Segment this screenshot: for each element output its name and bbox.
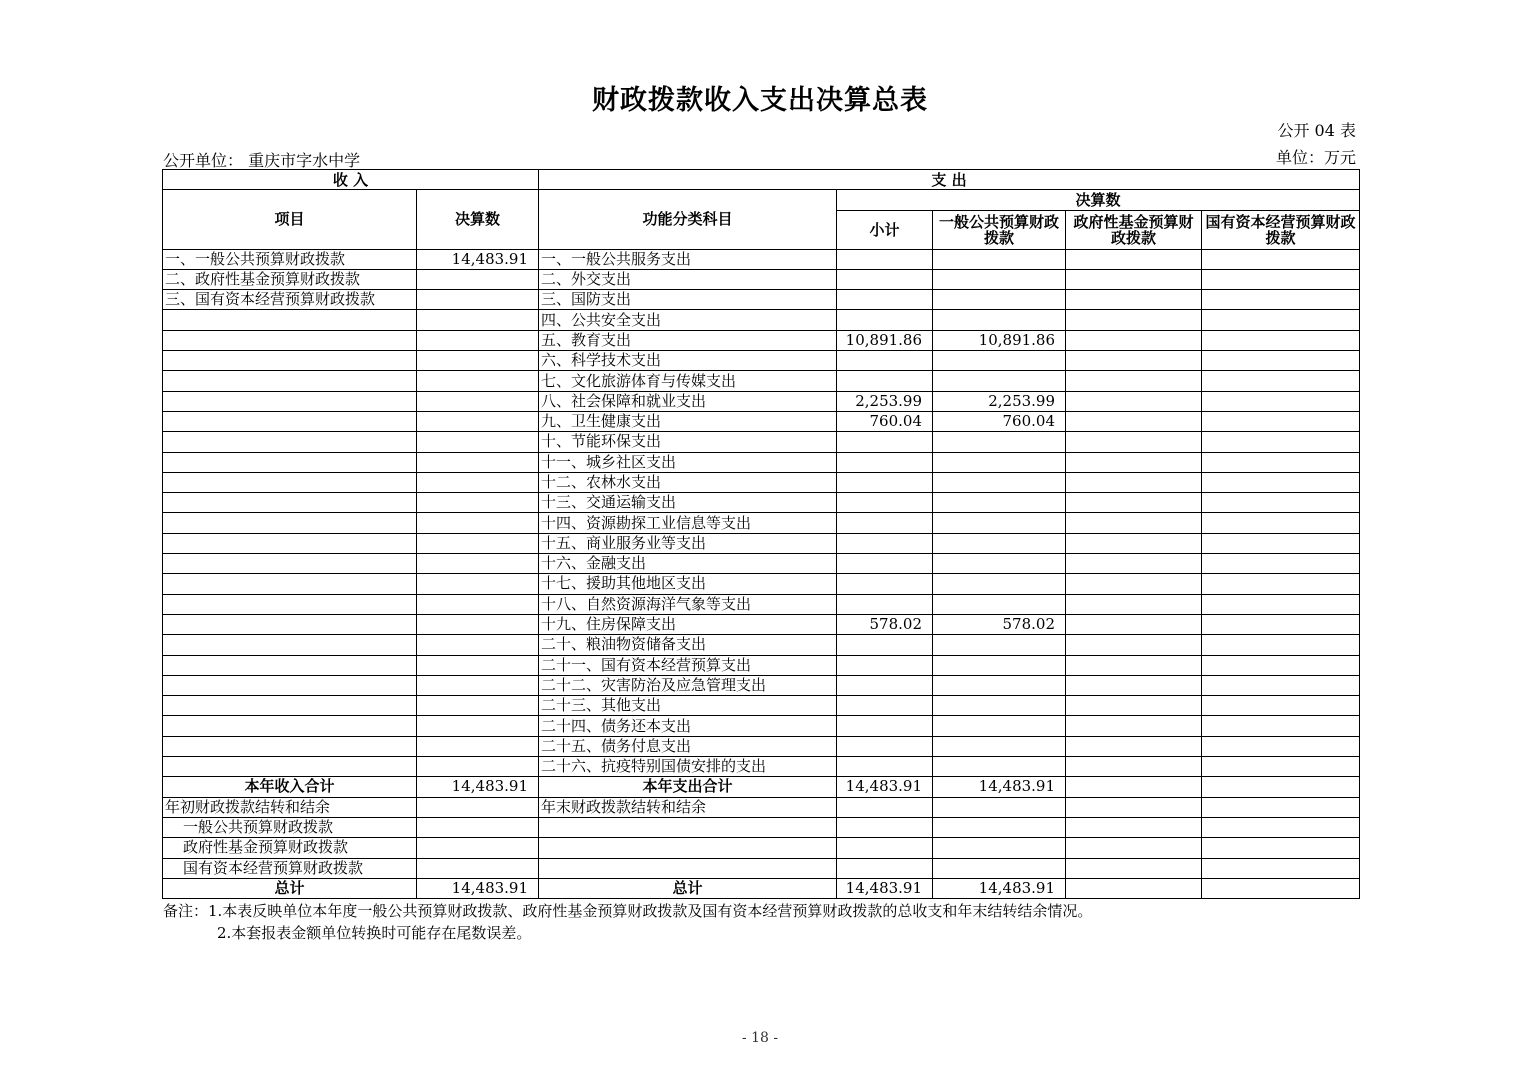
state-capital-cell (1202, 635, 1360, 655)
general-budget-cell (933, 513, 1066, 533)
table-row (163, 391, 1360, 411)
gov-fund-cell (1066, 452, 1202, 472)
item-header: 项目 (163, 190, 417, 249)
gov-fund-cell (1066, 635, 1202, 655)
income-item-cell: 三、国有资本经营预算财政拨款 (163, 290, 417, 310)
income-amount-cell (417, 310, 539, 330)
income-item-cell (163, 351, 417, 371)
subtotal-cell (837, 554, 933, 574)
income-amount-cell (417, 675, 539, 695)
carryover-income-amount (417, 858, 539, 878)
income-amount-cell (417, 655, 539, 675)
income-item-cell (163, 330, 417, 350)
income-item-cell (163, 371, 417, 391)
expense-item-cell: 十六、金融支出 (539, 554, 837, 574)
state-capital-cell (1202, 736, 1360, 756)
state-capital-cell (1202, 554, 1360, 574)
income-amount-cell (417, 493, 539, 513)
table-row (163, 351, 1360, 371)
expense-item-cell: 十八、自然资源海洋气象等支出 (539, 594, 837, 614)
table-row (163, 269, 1360, 289)
income-total-amount: 14,483.91 (417, 777, 539, 797)
gov-fund-total (1066, 777, 1202, 797)
budget-table (162, 169, 1360, 899)
subtotal-cell: 578.02 (837, 614, 933, 634)
expense-item-cell: 三、国防支出 (539, 290, 837, 310)
gov-fund-header: 政府性基金预算财政拨款 (1066, 210, 1202, 249)
state-capital-cell (1202, 614, 1360, 634)
subtotal-cell (837, 594, 933, 614)
table-row (163, 432, 1360, 452)
gov-fund-cell (1066, 574, 1202, 594)
income-amount-cell (417, 736, 539, 756)
gov-fund-cell (1066, 351, 1202, 371)
subtotal-cell (837, 635, 933, 655)
income-item-cell: 二、政府性基金预算财政拨款 (163, 269, 417, 289)
note-1: 备注：1.本表反映单位本年度一般公共预算财政拨款、政府性基金预算财政拨款及国有资本经营预算财政拨款的总收支和年末结转结余情况。 (163, 902, 1093, 920)
table-row (163, 452, 1360, 472)
expense-item-cell: 十二、农林水支出 (539, 472, 837, 492)
state-capital-total (1202, 878, 1360, 898)
subtotal-cell (837, 533, 933, 553)
expense-item-cell: 二、外交支出 (539, 269, 837, 289)
general-budget-cell (933, 696, 1066, 716)
table-row (163, 493, 1360, 513)
subtotal-cell (837, 757, 933, 777)
income-item-cell (163, 675, 417, 695)
expense-item-cell: 十一、城乡社区支出 (539, 452, 837, 472)
general-budget-cell: 578.02 (933, 614, 1066, 634)
carryover-capital (1202, 838, 1360, 858)
carryover-income-amount (417, 817, 539, 837)
expense-header: 支 出 (539, 170, 1360, 190)
table-row (163, 330, 1360, 350)
subtotal-cell (837, 736, 933, 756)
income-item-cell (163, 716, 417, 736)
subtotal-cell (837, 290, 933, 310)
subtotal-cell (837, 432, 933, 452)
general-budget-header: 一般公共预算财政拨款 (933, 210, 1066, 249)
gov-fund-cell (1066, 249, 1202, 269)
expense-item-cell: 十四、资源勘探工业信息等支出 (539, 513, 837, 533)
expense-total-label: 总计 (539, 878, 837, 898)
carryover-expense-item (539, 858, 837, 878)
income-item-cell: 一、一般公共预算财政拨款 (163, 249, 417, 269)
expense-item-cell: 九、卫生健康支出 (539, 411, 837, 431)
gov-fund-cell (1066, 391, 1202, 411)
carryover-subtotal (837, 858, 933, 878)
carryover-fund (1066, 838, 1202, 858)
subtotal-cell (837, 675, 933, 695)
income-amount-cell (417, 554, 539, 574)
general-budget-cell (933, 371, 1066, 391)
carryover-capital (1202, 817, 1360, 837)
subtotal-cell (837, 655, 933, 675)
expense-item-cell: 十三、交通运输支出 (539, 493, 837, 513)
general-budget-cell (933, 432, 1066, 452)
income-amount-cell (417, 614, 539, 634)
subtotal-cell (837, 513, 933, 533)
general-budget-cell (933, 493, 1066, 513)
gov-fund-cell (1066, 330, 1202, 350)
gov-fund-cell (1066, 493, 1202, 513)
grand-total-row (163, 878, 1360, 898)
page-number: - 18 - (741, 1030, 779, 1046)
table-row (163, 371, 1360, 391)
state-capital-total (1202, 777, 1360, 797)
gov-fund-cell (1066, 269, 1202, 289)
expense-item-cell: 五、教育支出 (539, 330, 837, 350)
state-capital-cell (1202, 655, 1360, 675)
state-capital-cell (1202, 452, 1360, 472)
general-budget-cell (933, 290, 1066, 310)
carryover-subtotal (837, 817, 933, 837)
subtotal-header: 小计 (837, 210, 933, 249)
income-item-cell (163, 594, 417, 614)
state-capital-cell (1202, 269, 1360, 289)
income-item-cell (163, 554, 417, 574)
carryover-income-item: 政府性基金预算财政拨款 (163, 838, 417, 858)
carryover-row (163, 797, 1360, 817)
general-budget-cell (933, 736, 1066, 756)
unit-label: 单位：万元 (1275, 148, 1356, 167)
subtotal-cell (837, 696, 933, 716)
state-capital-cell (1202, 574, 1360, 594)
income-amount-cell (417, 513, 539, 533)
income-amount-cell (417, 757, 539, 777)
function-item-header: 功能分类科目 (539, 190, 837, 249)
state-capital-cell (1202, 432, 1360, 452)
income-item-cell (163, 614, 417, 634)
state-capital-cell (1202, 351, 1360, 371)
state-capital-cell (1202, 371, 1360, 391)
income-item-cell (163, 310, 417, 330)
carryover-income-item: 一般公共预算财政拨款 (163, 817, 417, 837)
gov-fund-cell (1066, 411, 1202, 431)
general-budget-cell (933, 351, 1066, 371)
subtotal-cell (837, 716, 933, 736)
carryover-income-amount (417, 797, 539, 817)
general-budget-cell (933, 757, 1066, 777)
final-amount-header: 决算数 (837, 190, 1360, 210)
income-item-cell (163, 472, 417, 492)
general-budget-cell (933, 574, 1066, 594)
gov-fund-cell (1066, 371, 1202, 391)
income-amount-cell (417, 330, 539, 350)
general-budget-cell (933, 452, 1066, 472)
gov-fund-cell (1066, 310, 1202, 330)
carryover-income-item: 年初财政拨款结转和结余 (163, 797, 417, 817)
subtotal-cell (837, 310, 933, 330)
general-budget-total: 14,483.91 (933, 878, 1066, 898)
subtotal-cell: 2,253.99 (837, 391, 933, 411)
table-row (163, 655, 1360, 675)
general-budget-cell (933, 269, 1066, 289)
income-amount-cell (417, 574, 539, 594)
subtotal-cell: 10,891.86 (837, 330, 933, 350)
expense-item-cell: 二十一、国有资本经营预算支出 (539, 655, 837, 675)
subtotal-cell: 760.04 (837, 411, 933, 431)
general-budget-cell: 2,253.99 (933, 391, 1066, 411)
carryover-expense-item (539, 838, 837, 858)
amount-header: 决算数 (417, 190, 539, 249)
income-total-label: 总计 (163, 878, 417, 898)
gov-fund-cell (1066, 614, 1202, 634)
income-item-cell (163, 513, 417, 533)
income-amount-cell (417, 290, 539, 310)
general-budget-cell (933, 716, 1066, 736)
state-capital-cell (1202, 513, 1360, 533)
table-row (163, 696, 1360, 716)
income-item-cell (163, 493, 417, 513)
carryover-income-amount (417, 838, 539, 858)
table-row (163, 736, 1360, 756)
table-row (163, 554, 1360, 574)
gov-fund-cell (1066, 716, 1202, 736)
income-amount-cell (417, 452, 539, 472)
income-amount-cell (417, 594, 539, 614)
general-budget-cell: 10,891.86 (933, 330, 1066, 350)
subtotal-cell (837, 269, 933, 289)
income-item-cell (163, 696, 417, 716)
gov-fund-cell (1066, 655, 1202, 675)
income-item-cell (163, 757, 417, 777)
income-amount-cell (417, 391, 539, 411)
expense-item-cell: 十七、援助其他地区支出 (539, 574, 837, 594)
table-row (163, 757, 1360, 777)
table-row (163, 249, 1360, 269)
income-amount-cell (417, 472, 539, 492)
expense-item-cell: 十、节能环保支出 (539, 432, 837, 452)
table-code: 公开 04 表 (1277, 121, 1356, 140)
table-row (163, 675, 1360, 695)
carryover-fund (1066, 858, 1202, 878)
expense-item-cell: 十九、住房保障支出 (539, 614, 837, 634)
subtotal-cell (837, 493, 933, 513)
expense-item-cell: 二十五、债务付息支出 (539, 736, 837, 756)
table-row (163, 472, 1360, 492)
income-total-label: 本年收入合计 (163, 777, 417, 797)
carryover-general (933, 838, 1066, 858)
subtotal-total: 14,483.91 (837, 878, 933, 898)
state-capital-cell (1202, 310, 1360, 330)
carryover-subtotal (837, 838, 933, 858)
expense-item-cell: 六、科学技术支出 (539, 351, 837, 371)
carryover-expense-item (539, 817, 837, 837)
income-amount-cell (417, 351, 539, 371)
general-budget-cell (933, 675, 1066, 695)
income-amount-cell (417, 432, 539, 452)
general-budget-cell (933, 533, 1066, 553)
gov-fund-cell (1066, 675, 1202, 695)
carryover-general (933, 858, 1066, 878)
table-row (163, 290, 1360, 310)
subtotal-cell (837, 371, 933, 391)
gov-fund-cell (1066, 472, 1202, 492)
carryover-subtotal (837, 797, 933, 817)
carryover-capital (1202, 797, 1360, 817)
state-capital-cell (1202, 533, 1360, 553)
table-row (163, 594, 1360, 614)
expense-item-cell: 一、一般公共服务支出 (539, 249, 837, 269)
table-row (163, 614, 1360, 634)
state-capital-cell (1202, 391, 1360, 411)
expense-item-cell: 八、社会保障和就业支出 (539, 391, 837, 411)
expense-total-label: 本年支出合计 (539, 777, 837, 797)
gov-fund-cell (1066, 290, 1202, 310)
income-item-cell (163, 655, 417, 675)
table-row (163, 574, 1360, 594)
org-label: 公开单位： 重庆市字水中学 (163, 151, 361, 170)
carryover-general (933, 817, 1066, 837)
state-capital-cell (1202, 716, 1360, 736)
gov-fund-cell (1066, 513, 1202, 533)
general-budget-total: 14,483.91 (933, 777, 1066, 797)
state-capital-cell (1202, 594, 1360, 614)
carryover-row (163, 838, 1360, 858)
income-amount-cell (417, 411, 539, 431)
expense-item-cell: 二十四、债务还本支出 (539, 716, 837, 736)
general-budget-cell (933, 554, 1066, 574)
state-capital-cell (1202, 472, 1360, 492)
gov-fund-cell (1066, 533, 1202, 553)
expense-item-cell: 七、文化旅游体育与传媒支出 (539, 371, 837, 391)
income-amount-cell (417, 533, 539, 553)
state-capital-cell (1202, 675, 1360, 695)
general-budget-cell (933, 249, 1066, 269)
carryover-income-item: 国有资本经营预算财政拨款 (163, 858, 417, 878)
subtotal-cell (837, 351, 933, 371)
table-row (163, 533, 1360, 553)
page-title: 财政拨款收入支出决算总表 (592, 85, 928, 116)
carryover-capital (1202, 858, 1360, 878)
gov-fund-cell (1066, 696, 1202, 716)
state-capital-cell (1202, 290, 1360, 310)
income-item-cell (163, 574, 417, 594)
subtotal-total: 14,483.91 (837, 777, 933, 797)
income-item-cell (163, 432, 417, 452)
carryover-fund (1066, 817, 1202, 837)
income-amount-cell (417, 269, 539, 289)
table-row (163, 513, 1360, 533)
gov-fund-cell (1066, 736, 1202, 756)
state-capital-cell (1202, 411, 1360, 431)
state-capital-header: 国有资本经营预算财政拨款 (1202, 210, 1360, 249)
gov-fund-cell (1066, 757, 1202, 777)
carryover-fund (1066, 797, 1202, 817)
subtotal-cell (837, 574, 933, 594)
gov-fund-cell (1066, 432, 1202, 452)
income-amount-cell (417, 696, 539, 716)
income-item-cell (163, 411, 417, 431)
general-budget-cell: 760.04 (933, 411, 1066, 431)
income-item-cell (163, 391, 417, 411)
table-row (163, 716, 1360, 736)
subtotal-cell (837, 472, 933, 492)
expense-item-cell: 二十六、抗疫特别国债安排的支出 (539, 757, 837, 777)
expense-item-cell: 二十三、其他支出 (539, 696, 837, 716)
state-capital-cell (1202, 493, 1360, 513)
carryover-row (163, 817, 1360, 837)
income-item-cell (163, 736, 417, 756)
income-amount-cell (417, 371, 539, 391)
income-amount-cell: 14,483.91 (417, 249, 539, 269)
state-capital-cell (1202, 696, 1360, 716)
gov-fund-total (1066, 878, 1202, 898)
expense-item-cell: 二十二、灾害防治及应急管理支出 (539, 675, 837, 695)
gov-fund-cell (1066, 554, 1202, 574)
carryover-row (163, 858, 1360, 878)
income-item-cell (163, 635, 417, 655)
income-total-amount: 14,483.91 (417, 878, 539, 898)
year-total-row (163, 777, 1360, 797)
income-amount-cell (417, 635, 539, 655)
general-budget-cell (933, 594, 1066, 614)
expense-item-cell: 四、公共安全支出 (539, 310, 837, 330)
table-row (163, 411, 1360, 431)
table-row (163, 635, 1360, 655)
general-budget-cell (933, 310, 1066, 330)
carryover-expense-item: 年末财政拨款结转和结余 (539, 797, 837, 817)
state-capital-cell (1202, 330, 1360, 350)
carryover-general (933, 797, 1066, 817)
state-capital-cell (1202, 757, 1360, 777)
income-item-cell (163, 533, 417, 553)
income-item-cell (163, 452, 417, 472)
general-budget-cell (933, 635, 1066, 655)
note-2: 2.本套报表金额单位转换时可能存在尾数误差。 (217, 924, 532, 942)
general-budget-cell (933, 472, 1066, 492)
subtotal-cell (837, 452, 933, 472)
table-row (163, 310, 1360, 330)
state-capital-cell (1202, 249, 1360, 269)
gov-fund-cell (1066, 594, 1202, 614)
income-amount-cell (417, 716, 539, 736)
general-budget-cell (933, 655, 1066, 675)
expense-item-cell: 十五、商业服务业等支出 (539, 533, 837, 553)
income-header: 收 入 (163, 170, 539, 190)
subtotal-cell (837, 249, 933, 269)
expense-item-cell: 二十、粮油物资储备支出 (539, 635, 837, 655)
